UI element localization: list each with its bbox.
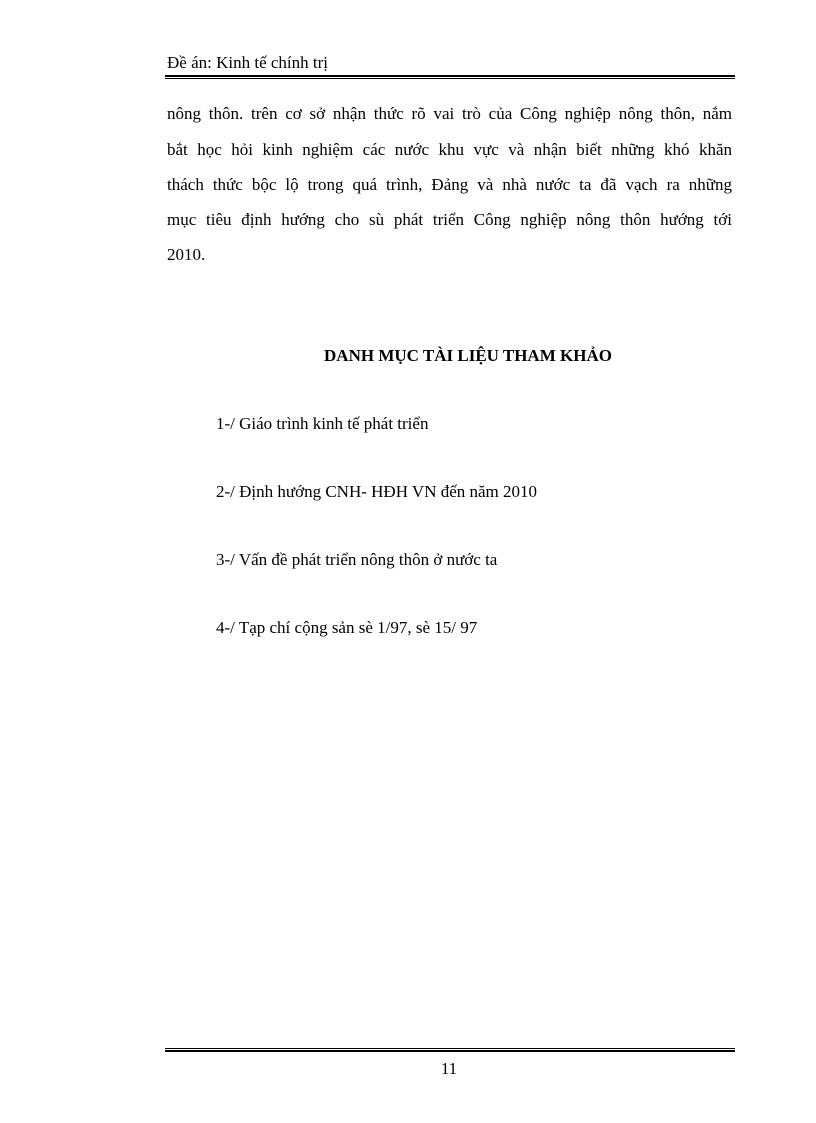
reference-item: 4-/ Tạp chí cộng sản sè 1/97, sè 15/ 97 — [216, 618, 478, 637]
paragraph-line: mục tiêu định hướng cho sù phát triển Công nghiệp nông thôn hướng tới — [167, 210, 732, 229]
reference-item: 2-/ Định hướng CNH- HĐH VN đến năm 2010 — [216, 482, 538, 501]
footer-rule — [165, 1048, 735, 1052]
page-number: 11 — [440, 1059, 458, 1078]
reference-item: 1-/ Giáo trình kinh tế phát triển — [216, 414, 429, 433]
header-title: Đề án: Kinh tế chính trị — [167, 53, 328, 72]
paragraph-line: nông thôn. trên cơ sở nhận thức rõ vai trò của Công nghiệp nông thôn, nắm — [167, 104, 732, 123]
paragraph-line: 2010. — [167, 245, 206, 264]
header-rule — [165, 75, 735, 79]
references-title: DANH MỤC TÀI LIỆU THAM KHẢO — [324, 346, 612, 365]
paragraph-line: thách thức bộc lộ trong quá trình, Đảng và nhà nước ta đã vạch ra những — [167, 175, 732, 194]
paragraph-line: bắt học hỏi kinh nghiệm các nước khu vực và nhận biết những khó khăn — [167, 140, 732, 159]
reference-item: 3-/ Vấn đề phát triển nông thôn ở nước ta — [216, 550, 498, 569]
